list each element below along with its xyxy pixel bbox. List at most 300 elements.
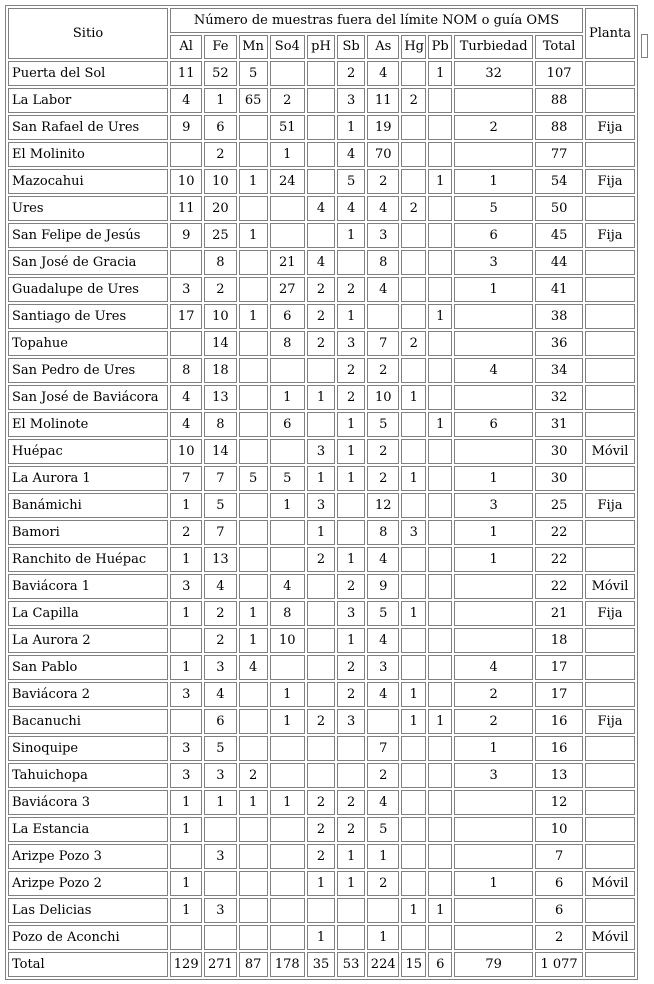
plant-cell <box>585 385 635 410</box>
value-cell <box>428 547 452 572</box>
table-row <box>8 628 635 653</box>
value-cell: 1 <box>170 655 202 680</box>
value-cell: 2 <box>535 925 583 950</box>
value-cell: 8 <box>367 520 399 545</box>
value-cell: 1 <box>307 871 335 896</box>
value-cell <box>270 520 305 545</box>
value-cell: 2 <box>307 844 335 869</box>
table-row <box>8 358 635 383</box>
value-cell <box>239 574 268 599</box>
site-cell: Total <box>8 952 168 977</box>
plant-cell <box>585 250 635 275</box>
value-cell: 1 <box>401 898 426 923</box>
value-cell: 3 <box>337 331 365 356</box>
value-cell: 1 <box>204 790 236 815</box>
site-cell: La Aurora 1 <box>8 466 168 491</box>
value-cell <box>401 61 426 86</box>
value-cell: 4 <box>367 682 399 707</box>
value-cell <box>307 898 335 923</box>
value-cell <box>401 574 426 599</box>
table-row <box>8 790 635 815</box>
value-cell: 5 <box>239 466 268 491</box>
site-cell: Pozo de Aconchi <box>8 925 168 950</box>
value-cell <box>307 682 335 707</box>
value-cell <box>428 493 452 518</box>
site-cell: La Aurora 2 <box>8 628 168 653</box>
site-cell: Puerta del Sol <box>8 61 168 86</box>
header-col-as: As <box>367 35 399 59</box>
site-cell: Mazocahui <box>8 169 168 194</box>
value-cell: 8 <box>204 250 236 275</box>
value-cell <box>239 142 268 167</box>
value-cell: 5 <box>367 817 399 842</box>
site-cell: San Felipe de Jesús <box>8 223 168 248</box>
table-row <box>8 304 635 329</box>
value-cell <box>428 250 452 275</box>
value-cell: 1 <box>270 142 305 167</box>
plant-cell <box>585 196 635 221</box>
site-cell: Arizpe Pozo 3 <box>8 844 168 869</box>
table-row <box>8 817 635 842</box>
value-cell: 2 <box>307 817 335 842</box>
value-cell: 7 <box>204 466 236 491</box>
value-cell: 16 <box>535 736 583 761</box>
value-cell: 2 <box>337 655 365 680</box>
table-row <box>8 871 635 896</box>
value-cell: 1 <box>337 466 365 491</box>
table-row <box>8 898 635 923</box>
value-cell <box>401 169 426 194</box>
plant-cell: Móvil <box>585 871 635 896</box>
value-cell <box>454 574 533 599</box>
value-cell: 2 <box>337 790 365 815</box>
site-cell: Baviácora 1 <box>8 574 168 599</box>
header-col-turbiedad: Turbiedad <box>454 35 533 59</box>
value-cell: 5 <box>204 736 236 761</box>
value-cell: 1 <box>337 439 365 464</box>
value-cell: 2 <box>270 88 305 113</box>
value-cell <box>170 709 202 734</box>
table-row <box>8 709 635 734</box>
value-cell: 129 <box>170 952 202 977</box>
value-cell <box>428 331 452 356</box>
value-cell <box>239 817 268 842</box>
value-cell <box>239 493 268 518</box>
value-cell <box>307 655 335 680</box>
site-cell: Las Delicias <box>8 898 168 923</box>
value-cell <box>454 817 533 842</box>
value-cell: 22 <box>535 547 583 572</box>
value-cell: 1 <box>337 304 365 329</box>
value-cell: 1 <box>170 547 202 572</box>
value-cell <box>401 817 426 842</box>
value-cell: 1 <box>307 466 335 491</box>
value-cell: 50 <box>535 196 583 221</box>
value-cell: 10 <box>170 169 202 194</box>
value-cell: 2 <box>367 169 399 194</box>
value-cell: 3 <box>204 763 236 788</box>
value-cell: 2 <box>337 277 365 302</box>
value-cell: 1 <box>454 547 533 572</box>
plant-cell <box>585 817 635 842</box>
value-cell <box>239 331 268 356</box>
value-cell: 45 <box>535 223 583 248</box>
value-cell: 1 <box>401 466 426 491</box>
value-cell: 10 <box>204 169 236 194</box>
value-cell: 1 <box>337 871 365 896</box>
table-row <box>8 844 635 869</box>
value-cell <box>428 601 452 626</box>
value-cell: 2 <box>307 331 335 356</box>
value-cell: 2 <box>337 385 365 410</box>
value-cell <box>367 898 399 923</box>
value-cell: 1 <box>428 61 452 86</box>
value-cell: 1 <box>454 736 533 761</box>
value-cell <box>401 844 426 869</box>
value-cell <box>428 925 452 950</box>
value-cell: 1 <box>239 304 268 329</box>
value-cell <box>170 925 202 950</box>
value-cell: 3 <box>367 223 399 248</box>
site-cell: San José de Baviácora <box>8 385 168 410</box>
site-cell: Banámichi <box>8 493 168 518</box>
value-cell: 3 <box>170 763 202 788</box>
value-cell: 1 <box>428 412 452 437</box>
value-cell <box>428 466 452 491</box>
value-cell <box>307 601 335 626</box>
table-row <box>8 574 635 599</box>
site-cell: Guadalupe de Ures <box>8 277 168 302</box>
value-cell <box>307 88 335 113</box>
value-cell: 35 <box>307 952 335 977</box>
value-cell: 4 <box>204 574 236 599</box>
value-cell <box>270 439 305 464</box>
value-cell: 1 <box>239 223 268 248</box>
value-cell <box>454 925 533 950</box>
value-cell <box>270 817 305 842</box>
value-cell: 1 <box>270 385 305 410</box>
value-cell: 65 <box>239 88 268 113</box>
value-cell: 34 <box>535 358 583 383</box>
value-cell: 1 <box>401 385 426 410</box>
value-cell <box>454 628 533 653</box>
table-row <box>8 925 635 950</box>
table-row <box>8 466 635 491</box>
value-cell <box>170 250 202 275</box>
table-row <box>8 61 635 86</box>
value-cell: 8 <box>270 331 305 356</box>
plant-cell <box>585 466 635 491</box>
value-cell <box>428 682 452 707</box>
value-cell: 17 <box>170 304 202 329</box>
value-cell <box>428 142 452 167</box>
value-cell: 1 <box>170 601 202 626</box>
value-cell: 6 <box>204 115 236 140</box>
plant-cell <box>585 952 635 977</box>
value-cell <box>239 844 268 869</box>
plant-cell <box>585 655 635 680</box>
header-row-1 <box>8 8 635 33</box>
table-row <box>8 682 635 707</box>
value-cell <box>401 250 426 275</box>
value-cell: 52 <box>204 61 236 86</box>
value-cell: 4 <box>270 574 305 599</box>
value-cell: 32 <box>535 385 583 410</box>
value-cell: 10 <box>535 817 583 842</box>
value-cell: 1 077 <box>535 952 583 977</box>
value-cell: 19 <box>367 115 399 140</box>
table-row <box>8 115 635 140</box>
value-cell <box>428 817 452 842</box>
value-cell: 1 <box>170 817 202 842</box>
header-col-mn: Mn <box>239 35 268 59</box>
value-cell <box>401 763 426 788</box>
value-cell: 21 <box>270 250 305 275</box>
value-cell: 4 <box>307 196 335 221</box>
value-cell: 3 <box>337 709 365 734</box>
value-cell: 77 <box>535 142 583 167</box>
value-cell <box>270 925 305 950</box>
table-row <box>8 601 635 626</box>
value-cell: 9 <box>170 115 202 140</box>
plant-cell <box>585 790 635 815</box>
site-cell: Ranchito de Huépac <box>8 547 168 572</box>
value-cell <box>401 547 426 572</box>
value-cell: 79 <box>454 952 533 977</box>
value-cell: 1 <box>270 709 305 734</box>
plant-cell: Móvil <box>585 925 635 950</box>
value-cell: 21 <box>535 601 583 626</box>
value-cell: 30 <box>535 439 583 464</box>
plant-cell <box>585 844 635 869</box>
value-cell: 3 <box>204 844 236 869</box>
table-row <box>8 196 635 221</box>
header-col-sb: Sb <box>337 35 365 59</box>
value-cell: 1 <box>401 682 426 707</box>
value-cell: 3 <box>204 898 236 923</box>
value-cell: 4 <box>337 142 365 167</box>
header-col-fe: Fe <box>204 35 236 59</box>
value-cell: 6 <box>204 709 236 734</box>
plant-cell <box>585 142 635 167</box>
value-cell: 2 <box>454 709 533 734</box>
value-cell: 1 <box>170 493 202 518</box>
value-cell: 3 <box>367 655 399 680</box>
value-cell: 1 <box>239 169 268 194</box>
value-cell: 1 <box>428 709 452 734</box>
value-cell: 14 <box>204 331 236 356</box>
value-cell: 13 <box>204 385 236 410</box>
value-cell: 54 <box>535 169 583 194</box>
value-cell <box>428 358 452 383</box>
value-cell: 1 <box>204 88 236 113</box>
plant-cell <box>585 520 635 545</box>
value-cell: 2 <box>204 628 236 653</box>
value-cell <box>401 115 426 140</box>
table-row <box>8 439 635 464</box>
value-cell: 1 <box>239 790 268 815</box>
value-cell: 12 <box>535 790 583 815</box>
value-cell: 1 <box>239 601 268 626</box>
value-cell: 44 <box>535 250 583 275</box>
value-cell: 51 <box>270 115 305 140</box>
value-cell: 1 <box>170 898 202 923</box>
value-cell <box>270 61 305 86</box>
value-cell: 2 <box>337 61 365 86</box>
value-cell: 5 <box>270 466 305 491</box>
site-cell: Tahuichopa <box>8 763 168 788</box>
value-cell: 1 <box>401 601 426 626</box>
value-cell: 178 <box>270 952 305 977</box>
value-cell: 1 <box>239 628 268 653</box>
value-cell: 30 <box>535 466 583 491</box>
value-cell <box>270 763 305 788</box>
value-cell <box>239 736 268 761</box>
value-cell: 1 <box>454 520 533 545</box>
value-cell: 2 <box>337 817 365 842</box>
value-cell: 8 <box>367 250 399 275</box>
table-row <box>8 493 635 518</box>
value-cell: 1 <box>454 466 533 491</box>
value-cell: 53 <box>337 952 365 977</box>
value-cell <box>337 520 365 545</box>
value-cell: 3 <box>307 493 335 518</box>
table-row <box>8 655 635 680</box>
header-plant: Planta <box>585 8 635 59</box>
table-row <box>8 952 635 977</box>
value-cell: 9 <box>170 223 202 248</box>
value-cell: 3 <box>454 763 533 788</box>
value-cell: 1 <box>170 790 202 815</box>
value-cell <box>428 736 452 761</box>
site-cell: Arizpe Pozo 2 <box>8 871 168 896</box>
value-cell: 1 <box>307 385 335 410</box>
value-cell <box>428 574 452 599</box>
value-cell: 7 <box>367 736 399 761</box>
plant-cell <box>585 898 635 923</box>
value-cell: 6 <box>535 871 583 896</box>
table-row <box>8 250 635 275</box>
value-cell: 4 <box>454 358 533 383</box>
value-cell <box>428 763 452 788</box>
value-cell <box>337 925 365 950</box>
table-row <box>8 520 635 545</box>
value-cell: 18 <box>535 628 583 653</box>
value-cell <box>270 358 305 383</box>
site-cell: Sinoquipe <box>8 736 168 761</box>
value-cell: 25 <box>204 223 236 248</box>
value-cell: 32 <box>454 61 533 86</box>
site-cell: San Pedro de Ures <box>8 358 168 383</box>
value-cell: 1 <box>454 169 533 194</box>
value-cell <box>307 574 335 599</box>
value-cell: 1 <box>337 844 365 869</box>
value-cell <box>270 655 305 680</box>
value-cell: 3 <box>170 277 202 302</box>
value-cell <box>239 682 268 707</box>
plant-cell: Fija <box>585 493 635 518</box>
value-cell <box>270 196 305 221</box>
value-cell: 7 <box>367 331 399 356</box>
plant-cell: Móvil <box>585 439 635 464</box>
value-cell: 4 <box>170 88 202 113</box>
value-cell <box>204 925 236 950</box>
value-cell: 27 <box>270 277 305 302</box>
value-cell <box>307 736 335 761</box>
value-cell: 87 <box>239 952 268 977</box>
value-cell: 2 <box>401 88 426 113</box>
value-cell <box>270 223 305 248</box>
value-cell: 11 <box>170 196 202 221</box>
value-cell <box>401 871 426 896</box>
value-cell <box>428 196 452 221</box>
plant-cell: Fija <box>585 115 635 140</box>
site-cell: Huépac <box>8 439 168 464</box>
table-row <box>8 88 635 113</box>
site-cell: San Pablo <box>8 655 168 680</box>
value-cell: 3 <box>454 493 533 518</box>
value-cell: 1 <box>270 790 305 815</box>
value-cell <box>239 385 268 410</box>
value-cell: 9 <box>367 574 399 599</box>
value-cell <box>401 736 426 761</box>
value-cell <box>454 898 533 923</box>
value-cell <box>401 493 426 518</box>
value-cell: 3 <box>337 601 365 626</box>
table-body <box>8 61 635 977</box>
value-cell <box>428 277 452 302</box>
value-cell: 7 <box>535 844 583 869</box>
value-cell: 1 <box>337 115 365 140</box>
value-cell: 4 <box>337 196 365 221</box>
value-cell <box>239 277 268 302</box>
value-cell: 4 <box>307 250 335 275</box>
site-cell: Bamori <box>8 520 168 545</box>
header-col-total: Total <box>535 35 583 59</box>
value-cell <box>454 844 533 869</box>
value-cell: 2 <box>307 547 335 572</box>
plant-cell <box>585 628 635 653</box>
value-cell <box>239 250 268 275</box>
value-cell <box>239 196 268 221</box>
value-cell <box>454 601 533 626</box>
value-cell: 17 <box>535 655 583 680</box>
value-cell: 2 <box>367 439 399 464</box>
value-cell: 4 <box>454 655 533 680</box>
value-cell: 6 <box>535 898 583 923</box>
scrollbar-thumb[interactable] <box>641 34 648 58</box>
table-row <box>8 412 635 437</box>
value-cell: 4 <box>367 547 399 572</box>
value-cell: 4 <box>367 61 399 86</box>
value-cell: 2 <box>239 763 268 788</box>
value-cell: 4 <box>170 412 202 437</box>
value-cell <box>401 412 426 437</box>
value-cell: 1 <box>367 925 399 950</box>
value-cell <box>307 412 335 437</box>
plant-cell <box>585 412 635 437</box>
value-cell <box>428 628 452 653</box>
value-cell: 4 <box>367 277 399 302</box>
plant-cell <box>585 304 635 329</box>
site-cell: Baviácora 3 <box>8 790 168 815</box>
value-cell: 2 <box>401 196 426 221</box>
plant-cell <box>585 547 635 572</box>
plant-cell: Fija <box>585 601 635 626</box>
value-cell: 6 <box>428 952 452 977</box>
value-cell: 1 <box>428 169 452 194</box>
value-cell: 18 <box>204 358 236 383</box>
